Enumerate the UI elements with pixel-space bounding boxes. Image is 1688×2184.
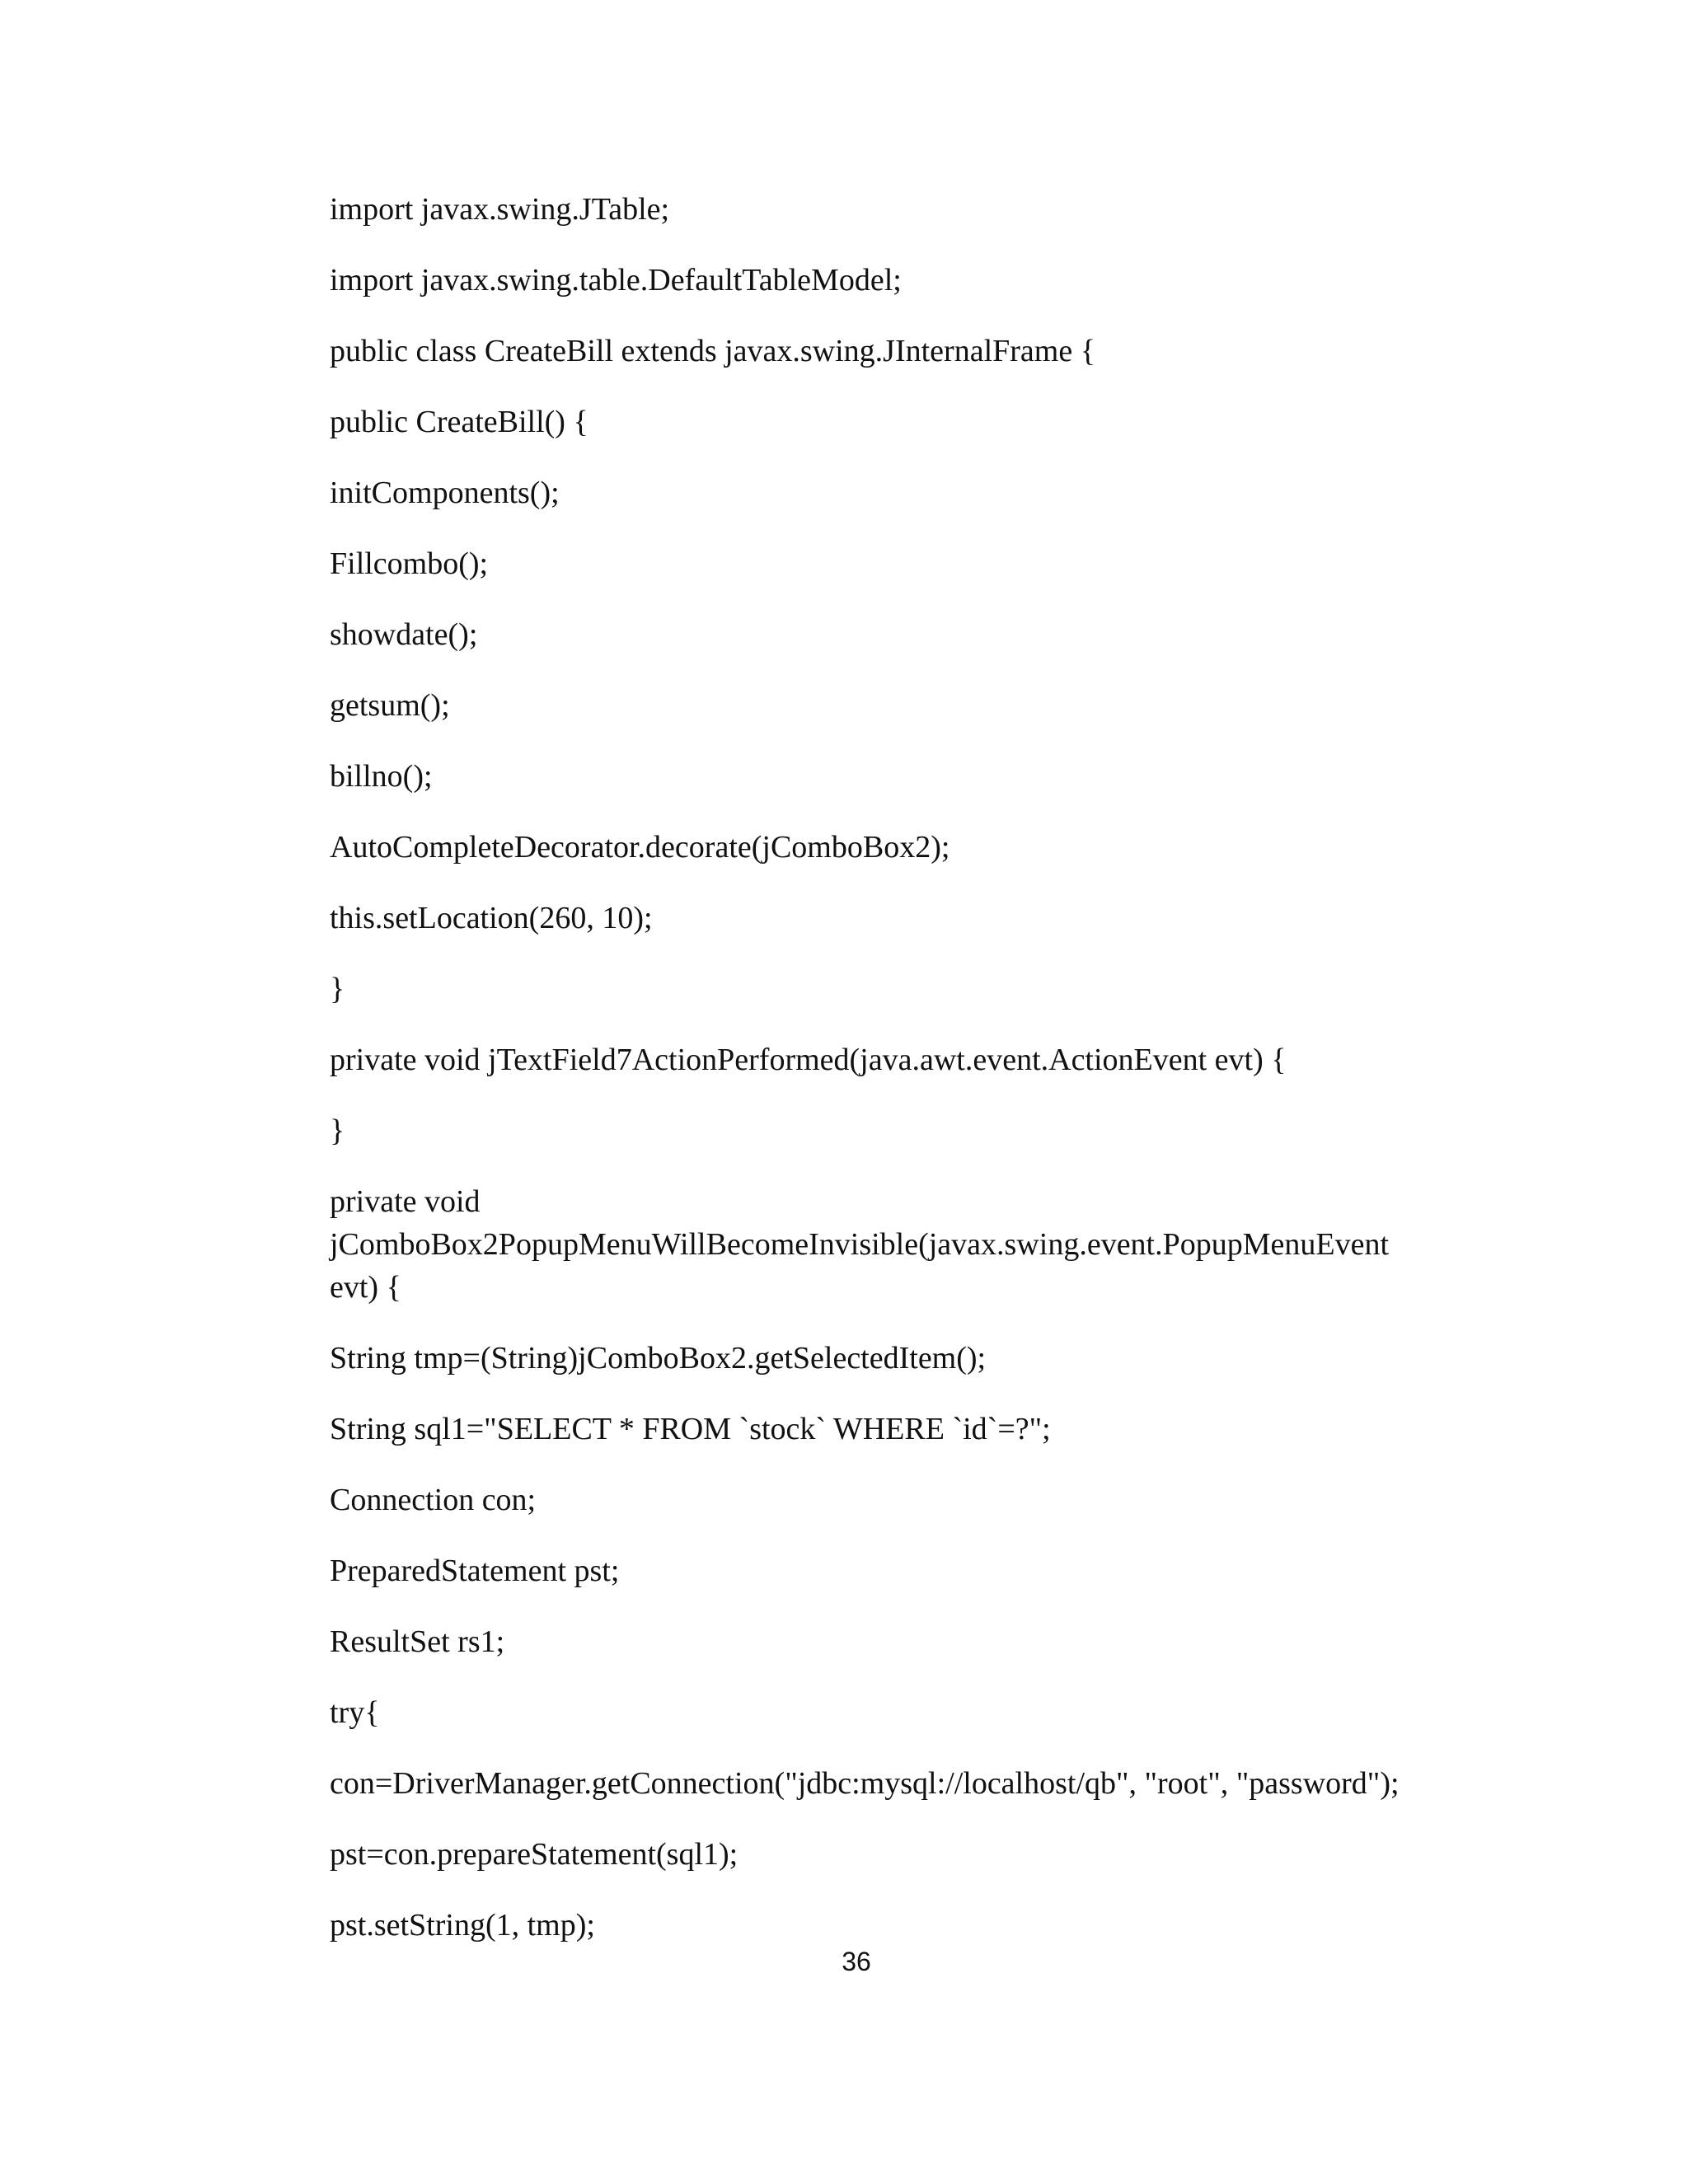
code-line-private-void: private void (330, 1184, 481, 1219)
code-line-set-string: pst.setString(1, tmp); (330, 1908, 595, 1943)
code-line-evt-open: evt) { (330, 1270, 401, 1305)
code-line-close-brace: } (330, 972, 345, 1006)
code-line-string-tmp: String tmp=(String)jComboBox2.getSelectedItem(); (330, 1341, 987, 1376)
code-line-textfield-action: private void jTextField7ActionPerformed(java.awt.event.ActionEvent evt) { (330, 1043, 1287, 1077)
code-line-popup-menu-method: jComboBox2PopupMenuWillBecomeInvisible(javax.swing.event.PopupMenuEvent (330, 1227, 1390, 1262)
code-line-getsum: getsum(); (330, 688, 450, 723)
code-line-close-brace: } (330, 1113, 345, 1148)
code-line-initcomponents: initComponents(); (330, 476, 560, 510)
code-line-billno: billno(); (330, 759, 433, 794)
page-number: 36 (842, 1947, 871, 1976)
code-line-resultset: ResultSet rs1; (330, 1624, 505, 1659)
code-line-get-connection: con=DriverManager.getConnection("jdbc:mysql://localhost/qb", "root", "password"); (330, 1766, 1400, 1801)
code-line-fillcombo: Fillcombo(); (330, 546, 489, 581)
code-line-class-declaration: public class CreateBill extends javax.swing.JInternalFrame { (330, 334, 1095, 368)
code-listing (330, 0, 1467, 1978)
code-line-try: try{ (330, 1695, 380, 1730)
code-line-connection: Connection con; (330, 1483, 537, 1517)
code-line-import-jtable: import javax.swing.JTable; (330, 192, 670, 227)
code-line-setlocation: this.setLocation(260, 10); (330, 901, 653, 935)
code-line-constructor: public CreateBill() { (330, 405, 588, 439)
code-line-showdate: showdate(); (330, 617, 478, 652)
code-line-sql-query: String sql1="SELECT * FROM `stock` WHERE `id`=?"; (330, 1412, 1051, 1446)
code-line-prepared-statement: PreparedStatement pst; (330, 1554, 620, 1588)
code-line-prepare-statement: pst=con.prepareStatement(sql1); (330, 1837, 738, 1872)
code-line-autocomplete: AutoCompleteDecorator.decorate(jComboBox2); (330, 830, 950, 865)
code-line-import-defaulttablemodel: import javax.swing.table.DefaultTableModel; (330, 263, 902, 298)
